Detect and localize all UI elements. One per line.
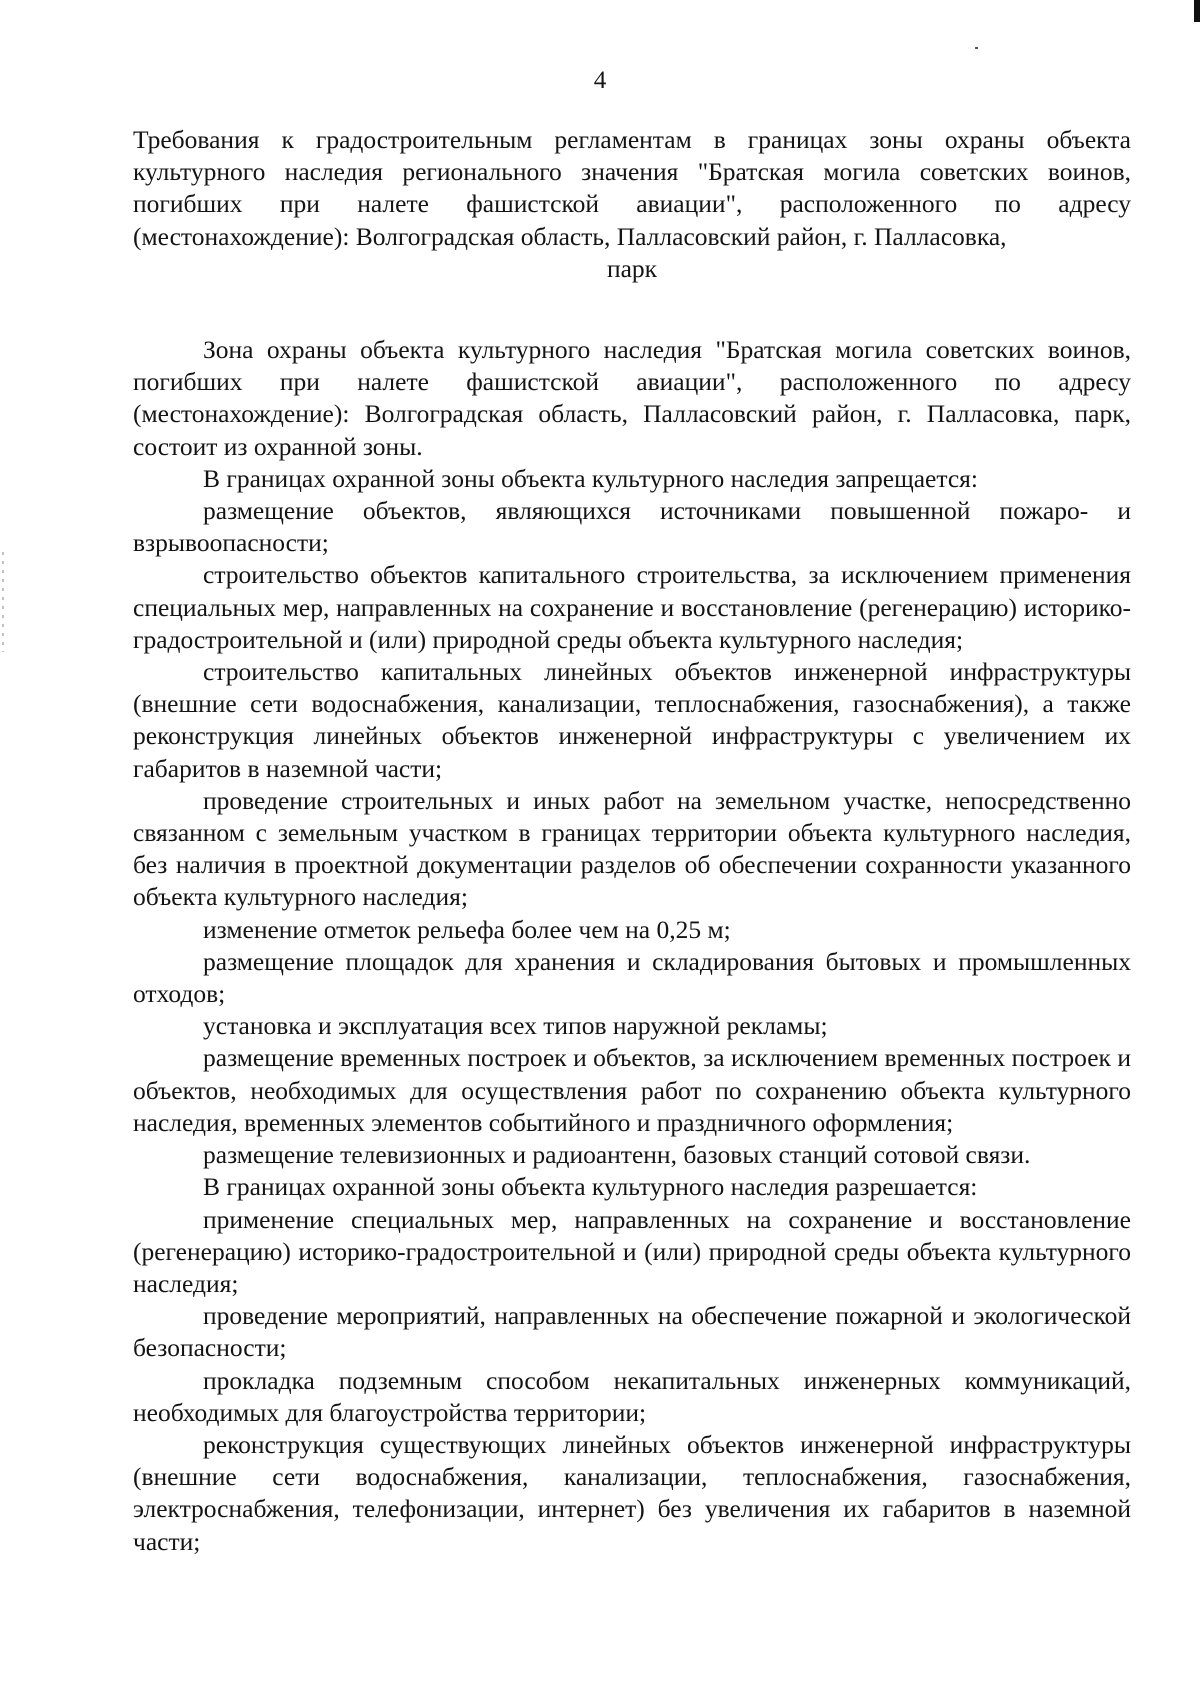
page-number: 4 (593, 67, 607, 94)
list-item-prohibited: строительство капитальных линейных объектов инженерной инфраструктуры (внешние сети водоснабжения, канализации, теплоснабжения, газоснабжения), а также реконструкция линейных объектов инженерной инфраструктуры с увеличением их габаритов в наземной части; (133, 657, 1131, 783)
paragraph-permitted-heading: В границах охранной зоны объекта культурного наследия разрешается: (203, 1172, 978, 1202)
document-title-tail: парк (606, 253, 658, 283)
scan-artifact-mark (1194, 0, 1200, 22)
list-item-permitted: прокладка подземным способом некапитальных инженерных коммуникаций, необходимых для благоустройства территории; (133, 1365, 1131, 1427)
list-item-permitted: реконструкция существующих линейных объектов инженерной инфраструктуры (внешние сети водоснабжения, канализации, теплоснабжения, газоснабжения, электроснабжения, телефонизации, интернет) без увеличения их габаритов в наземной части; (133, 1429, 1131, 1556)
list-item-prohibited: строительство объектов капитального строительства, за исключением применения специальных мер, направленных на сохранение и восстановление (регенерацию) историко-градостроительной и (или) природной среды объекта культурного наследия; (133, 560, 1131, 654)
list-item-prohibited: размещение объектов, являющихся источниками повышенной пожаро- и взрывоопасности; (133, 496, 1131, 558)
list-item-prohibited: размещение телевизионных и радиоантенн, базовых станций сотовой связи. (203, 1140, 1031, 1170)
list-item-permitted: применение специальных мер, направленных на сохранение и восстановление (регенерацию) историко-градостроительной и (или) природной среды объекта культурного наследия; (133, 1204, 1131, 1298)
scan-artifact-edge (2, 552, 4, 652)
list-item-prohibited: размещение площадок для хранения и складирования бытовых и промышленных отходов; (133, 946, 1131, 1009)
scan-artifact-dot (975, 47, 978, 49)
paragraph-intro: Зона охраны объекта культурного наследия "Братская могила советских воинов, погибших при налете фашистской авиации", расположенного по адресу (местонахождение): Волгоградская область, Палласовский район, г. Палласовка, парк, состоит из охранной зоны. (133, 335, 1131, 461)
document-body (133, 124, 1131, 1558)
document-title: Требования к градостроительным регламентам в границах зоны охраны объекта культурного наследия регионального значения "Братская могила советских воинов, погибших при налете фашистской авиации", расположенного по адресу (местонахождение): Волгоградская область, Палласовский район, г. Палласовка, (133, 125, 1131, 251)
list-item-prohibited: проведение строительных и иных работ на земельном участке, непосредственно связанном с земельным участком в границах территории объекта культурного наследия, без наличия в проектной документации разделов об обеспечении сохранности указанного объекта культурного наследия; (133, 785, 1131, 912)
title-spacer (133, 285, 1131, 334)
list-item-prohibited: установка и эксплуатация всех типов наружной рекламы; (203, 1011, 828, 1041)
list-item-permitted: проведение мероприятий, направленных на обеспечение пожарной и экологической безопасности; (133, 1301, 1131, 1363)
paragraph-prohibited-heading: В границах охранной зоны объекта культурного наследия запрещается: (203, 463, 978, 493)
list-item-prohibited: размещение временных построек и объектов, за исключением временных построек и объектов, необходимых для осуществления работ по сохранению объекта культурного наследия, временных элементов событийного и праздничного оформления; (133, 1043, 1131, 1137)
list-item-prohibited: изменение отметок рельефа более чем на 0,25 м; (203, 914, 731, 944)
